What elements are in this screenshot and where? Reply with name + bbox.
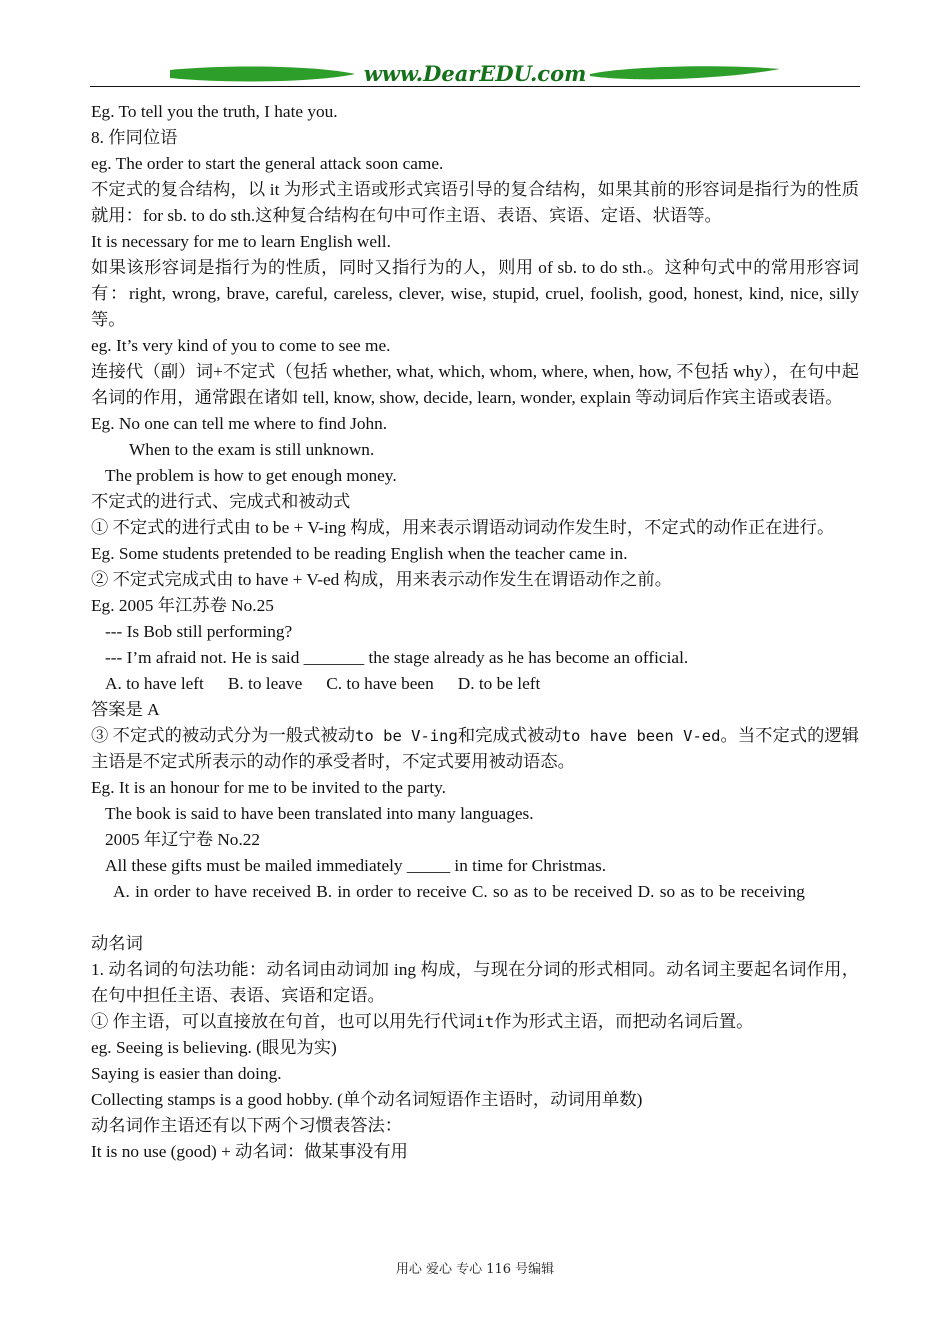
example-line: eg. Seeing is believing. (眼见为实)	[91, 1038, 337, 1057]
example-line: When to the exam is still unknown.	[129, 440, 375, 459]
example-line: The book is said to have been translated into many languages.	[105, 804, 534, 823]
paragraph: 连接代（副）词+不定式（包括 whether, what, which, whom, where, when, how, 不包括 why），在句中起名词的作用，通常跟在诸如 tell, know, show, decide, learn, wonder, explain 等动词后作宾主语或表语。	[91, 362, 859, 407]
example-line: Saying is easier than doing.	[91, 1064, 282, 1083]
example-line: Eg. It is an honour for me to be invited to the party.	[91, 778, 446, 797]
example-line: eg. It’s very kind of you to come to see me.	[91, 336, 391, 355]
answer-options: A. in order to have received B. in order to receive C. so as to be received D. so as to be receiving	[113, 882, 805, 901]
text-line	[91, 1009, 859, 1035]
paragraph: 不定式的复合结构，以 it 为形式主语或形式宾语引导的复合结构，如果其前的形容词是指行为的性质就用：for sb. to do sth.这种复合结构在句中可作主语、表语、宾语、定语、状语等。	[91, 180, 859, 225]
option-a: A. to have left	[105, 674, 204, 693]
option-b: B. to leave	[227, 674, 303, 693]
option-c: C. to have been	[326, 674, 434, 693]
text-fragment: 和完成式被动	[457, 726, 562, 745]
page-header	[90, 60, 860, 90]
text-line: It is no use (good) + 动名词：做某事没有用	[91, 1142, 408, 1161]
exam-source: Eg. 2005 年江苏卷 No.25	[91, 596, 274, 615]
code-fragment: it	[475, 1013, 495, 1031]
document-body	[91, 99, 859, 1165]
example-line: The problem is how to get enough money.	[105, 466, 397, 485]
answer-options	[91, 671, 859, 697]
blank-line	[91, 905, 859, 931]
paragraph	[91, 723, 859, 775]
answer-line: 答案是 A	[91, 700, 160, 719]
text-fragment: ③ 不定式的被动式分为一般式被动	[91, 726, 356, 745]
question-line: All these gifts must be mailed immediately _____ in time for Christmas.	[105, 856, 607, 875]
left-swoosh	[170, 67, 355, 82]
text-line: 动名词作主语还有以下两个习惯表答法：	[91, 1116, 403, 1135]
example-line: It is necessary for me to learn English well.	[91, 232, 391, 251]
code-fragment: to have been V-ed	[561, 727, 721, 745]
logo-text: www.DearEDU.com	[363, 61, 587, 86]
paragraph: 1. 动名词的句法功能：动名词由动词加 ing 构成，与现在分词的形式相同。动名词主要起名词作用，在句中担任主语、表语、宾语和定语。	[91, 960, 859, 1005]
text-fragment: 作为形式主语，而把动名词后置。	[494, 1012, 754, 1031]
text-fragment: 。当不定式的逻辑主语是不定式所表示的动作的承受者时，不定式要用被动语态。	[91, 726, 859, 771]
example-line: Eg. Some students pretended to be reading English when the teacher came in.	[91, 544, 628, 563]
section-heading: 动名词	[91, 934, 143, 953]
example-line: Eg. No one can tell me where to find John.	[91, 414, 388, 433]
paragraph: 如果该形容词是指行为的性质，同时又指行为的人，则用 of sb. to do sth.。这种句式中的常用形容词有：right, wrong, brave, careful, careless, clever, wise, stupid, cruel, foolish, good, honest, kind, nice, silly 等。	[91, 258, 859, 329]
text-line: ② 不定式完成式由 to have + V-ed 构成，用来表示动作发生在谓语动作之前。	[91, 570, 672, 589]
option-d: D. to be left	[457, 674, 541, 693]
header-divider	[90, 86, 860, 87]
right-swoosh	[590, 66, 780, 79]
code-fragment: to be V-ing	[355, 727, 458, 745]
text-line: Eg. To tell you the truth, I hate you.	[91, 102, 338, 121]
example-line: Collecting stamps is a good hobby. (单个动名词短语作主语时，动词用单数)	[91, 1090, 643, 1109]
section-heading: 8. 作同位语	[91, 128, 178, 147]
paragraph: ① 不定式的进行式由 to be + V-ing 构成，用来表示谓语动词动作发生时，不定式的动作正在进行。	[91, 518, 835, 537]
page-footer: 用心 爱心 专心 116 号编辑	[395, 1262, 555, 1277]
example-line: eg. The order to start the general attack soon came.	[91, 154, 444, 173]
section-heading: 不定式的进行式、完成式和被动式	[91, 492, 351, 511]
exam-source: 2005 年辽宁卷 No.22	[105, 830, 261, 849]
text-fragment: ① 作主语，可以直接放在句首，也可以用先行代词	[91, 1012, 476, 1031]
dialogue-line: --- Is Bob still performing?	[105, 622, 293, 641]
dialogue-line: --- I’m afraid not. He is said _______ the stage already as he has become an official.	[105, 648, 689, 667]
dearedu-logo	[90, 60, 860, 88]
